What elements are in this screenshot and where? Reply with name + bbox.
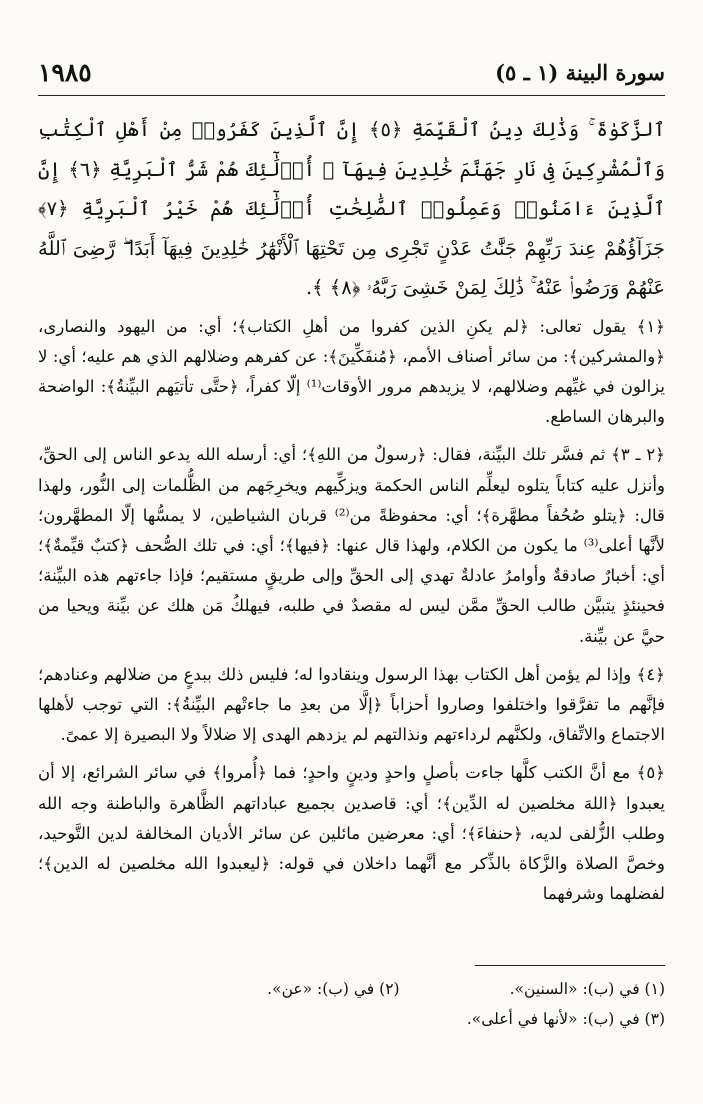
page-header	[38, 58, 665, 92]
tafsir-paragraph-5: ﴿٥﴾ مع أنَّ الكتب كلَّها جاءت بأصلٍ واحدٍ ودينٍ واحدٍ؛ فما ﴿أُمروا﴾ في سائر الشرائع، إلا أن يعبدوا ﴿اللهَ مخلصين له الدِّين﴾؛ أي: قاصدين بجميع عباداتهم الظَّاهرة والباطنة وجه الله وطلب الزُّلفى لديه، ﴿حنفاءَ﴾؛ أي: معرضين مائلين عن سائر الأديان المخالفة لدين التَّوحيد، وخصَّ الصلاة والزَّكاة بالذِّكر مع أنَّهما داخلان في قوله: ﴿ليعبدوا الله مخلصين له الدين﴾؛ لفضلهما وشرفهما	[38, 763, 665, 904]
body-text	[38, 110, 665, 909]
page-number: ١٩٨٥	[38, 58, 92, 87]
footnote-2: (٢) في (ب): «عن».	[267, 980, 400, 998]
quran-verses: ٱلزَّكَوٰةَ ۚ وَذَٰلِكَ دِينُ ٱلْقَيِّمَةِ ﴿٥﴾ إِنَّ ٱلَّذِينَ كَفَرُوا۟ مِنْ أَهْلِ ٱلْكِتَٰبِ وَٱلْمُشْرِكِينَ فِى نَارِ جَهَنَّمَ خَٰلِدِينَ فِيهَآ ۚ أُو۟لَٰٓئِكَ هُمْ شَرُّ ٱلْبَرِيَّةِ ﴿٦﴾ إِنَّ ٱلَّذِينَ ءَامَنُوا۟ وَعَمِلُوا۟ ٱلصَّٰلِحَٰتِ أُو۟لَٰٓئِكَ هُمْ خَيْرُ ٱلْبَرِيَّةِ ﴿٧﴾ جَزَآؤُهُمْ عِندَ رَبِّهِمْ جَنَّٰتُ عَدْنٍ تَجْرِى مِن تَحْتِهَا ٱلْأَنْهَٰرُ خَٰلِدِينَ فِيهَآ أَبَدًا ۖ رَّضِىَ ٱللَّهُ عَنْهُمْ وَرَضُوا۟ عَنْهُ ۚ ذَٰلِكَ لِمَنْ خَشِىَ رَبَّهُۥ ﴿٨﴾ ﴾.	[38, 118, 666, 299]
tafsir-paragraph-1: ﴿١﴾ يقول تعالى: ﴿لم يكنِ الذين كفروا من أهلِ الكتاب﴾؛ أي: من اليهود والنصارى، ﴿والمشركين﴾: من سائر أصناف الأمم، ﴿مُنفَكِّينَ﴾: عن كفرهم وضلالهم الذي هم عليه؛ أي: لا يزالون في غيِّهم وضلالهم، لا يزيدهم مرور الأوقات⁽¹⁾ إلّا كفراً، ﴿حتَّى تأتيَهم البيِّنةُ﴾: الواضحة والبرهان الساطع.	[38, 316, 665, 427]
footnote-3: (٣) في (ب): «لأنها في أعلى».	[466, 1010, 665, 1028]
tafsir-paragraph-4: ﴿٤﴾ وإذا لم يؤمن أهل الكتاب بهذا الرسول وينقادوا له؛ فليس ذلك ببدعٍ من ضلالهم وعنادهم؛ فإنَّهم ما تفرَّقوا واختلفوا وصاروا أحزاباً ﴿إلَّا من بعدِ ما جاءتْهم البيِّنةُ﴾: التي توجب لأهلها الاجتماع والاتِّفاق، ولكنَّهم لرداءتهم ونذالتهم لم يزدهم الهدى إلا ضلالاً ولا البصيرة إلا عمىً.	[38, 664, 665, 745]
footnote-1: (١) في (ب): «السنين».	[509, 980, 665, 998]
tafsir-paragraph-2-3: ﴿٢ ـ ٣﴾ ثم فسَّر تلك البيِّنة، فقال: ﴿رسولٌ من اللهِ﴾؛ أي: أرسله الله يدعو الناس إلى الحقِّ، وأنزل عليه كتاباً يتلوه ليعلِّم الناس الحكمة ويزكِّيهم ويخرِجَهم من الظُّلمات إلى النُّور، ولهذا قال: ﴿يتلو صُحُفاً مطهَّرة﴾؛ أي: محفوظةً من⁽²⁾ قربان الشياطين، لا يمسُّها إلّا المطهَّرون؛ لأنَّها أعلى⁽³⁾ ما يكون من الكلام، ولهذا قال عنها: ﴿فيها﴾؛ أي: في تلك الصُّحف ﴿كتبٌ قيِّمةٌ﴾؛ أي: أخبارٌ صادقةٌ وأوامرُ عادلةٌ تهدي إلى الحقِّ وإلى طريقٍ مستقيم؛ فإذا جاءتهم هذه البيِّنة؛ فحينئذٍ يتبيَّن طالب الحقِّ ممَّن ليس له مقصدٌ في طلبه، فيهلكُ مَن هلك عن بيِّنة ويحيا من حيَّ عن بيِّنة.	[38, 445, 665, 646]
footnote-divider	[475, 965, 665, 966]
page	[38, 0, 665, 1104]
surah-title: سورة البينة (١ ـ ٥)	[495, 60, 665, 85]
footnotes	[38, 980, 665, 1040]
header-divider	[38, 95, 665, 96]
